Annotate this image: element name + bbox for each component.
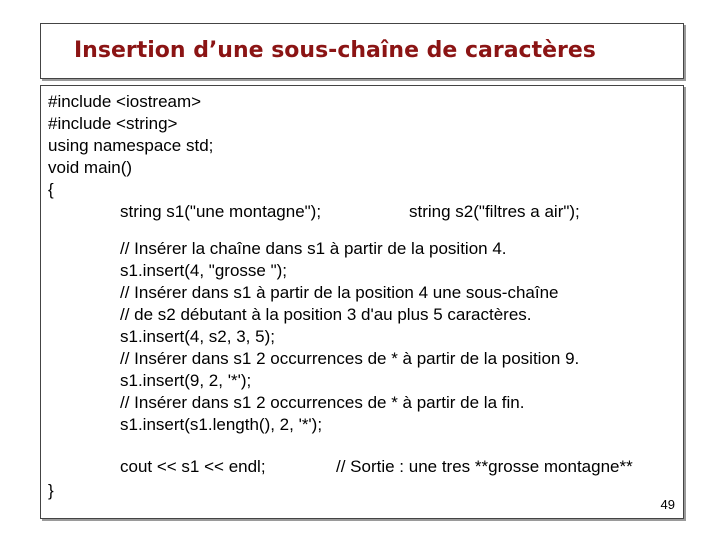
code-comment-4: // Insérer dans s1 2 occurrences de * à partir de la fin.: [120, 393, 525, 412]
code-comment-2a: // Insérer dans s1 à partir de la position 4 une sous-chaîne: [120, 283, 559, 302]
code-comment-3: // Insérer dans s1 2 occurrences de * à partir de la position 9.: [120, 349, 580, 368]
code-line-main-signature: void main(): [48, 158, 133, 177]
code-line-open-brace: {: [48, 180, 54, 199]
code-line-using-namespace: using namespace std;: [48, 136, 214, 155]
code-line-insert-2: s1.insert(4, s2, 3, 5);: [120, 327, 275, 346]
code-box: [40, 85, 684, 519]
code-line-insert-1: s1.insert(4, "grosse ");: [120, 261, 288, 280]
code-comment-2b: // de s2 débutant à la position 3 d'au plus 5 caractères.: [120, 305, 532, 324]
code-line-decl-s1: string s1("une montagne");: [120, 202, 322, 221]
page-number: 49: [660, 497, 675, 512]
code-comment-1: // Insérer la chaîne dans s1 à partir de la position 4.: [120, 239, 507, 258]
code-output-comment: // Sortie : une tres **grosse montagne**: [336, 457, 633, 476]
slide-title: Insertion d’une sous-chaîne de caractères: [74, 38, 596, 63]
code-line-cout: cout << s1 << endl;: [120, 457, 266, 476]
title-box: [40, 23, 684, 79]
code-line-include-string: #include <string>: [48, 114, 178, 133]
code-line-include-iostream: #include <iostream>: [48, 92, 202, 111]
code-line-close-brace: }: [48, 481, 54, 500]
code-line-insert-4: s1.insert(s1.length(), 2, '*');: [120, 415, 323, 434]
code-line-decl-s2: string s2("filtres a air");: [409, 202, 580, 221]
code-line-insert-3: s1.insert(9, 2, '*');: [120, 371, 252, 390]
